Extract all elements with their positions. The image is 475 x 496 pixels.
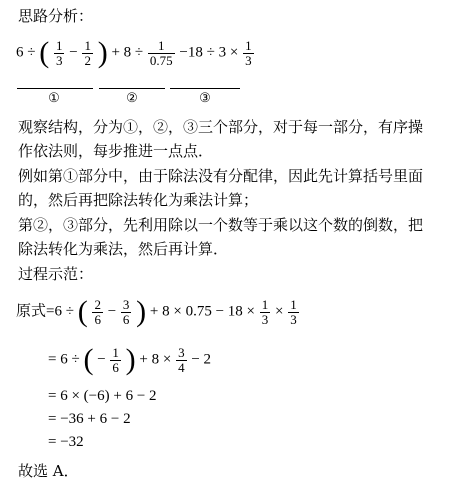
step-4: = −36 + 6 − 2 [48,411,131,427]
part2-label: ② [126,91,138,106]
part2-underline [99,88,165,89]
part1-underline [17,88,93,89]
step-5: = −32 [48,434,84,450]
analysis-title: 思路分析： [18,7,94,25]
para3-line1: 第②，③部分，先利用除以一个数等于乘以这个数的倒数，把 [18,216,424,234]
para2-line1: 例如第①部分中，由于除法没有分配律，因此先计算括号里面 [18,167,424,185]
para1-line2: 作依法则，每步推进一点点． [18,142,214,160]
step-3: = 6 × (−6) + 6 − 2 [48,388,157,404]
part3-underline [170,88,240,89]
step-2: = 6 ÷ ( − $\frac{1}{6}$ ) + 8 × $\frac{3}{4}$ − 2 [48,343,212,376]
analysis-expression: 6 ÷ ( $\frac{1}{3}$ − $\frac{1}{2}$ ) + 8 ÷ $\frac{1}{0.75}$ −18 ÷ 3 × $\frac{1}{3}$ [16,36,252,69]
para3-line2: 除法转化为乘法，然后再计算． [18,240,229,258]
conclusion: 故选 A． [18,462,79,480]
part1-label: ① [48,91,60,106]
part3-label: ③ [199,91,211,106]
step-1: 原式=6 ÷ ( $\frac{2}{6}$ − $\frac{3}{6}$ ) + 8 × 0.75 − 18 × $\frac{1}{3}$ × $\frac{1}{3}$ [16,295,297,328]
demo-title: 过程示范： [18,265,94,283]
para1-line1: 观察结构，分为①，②，③三个部分，对于每一部分，有序操 [18,118,424,136]
para2-line2: 的，然后再把除法转化为乘法计算； [18,191,259,209]
